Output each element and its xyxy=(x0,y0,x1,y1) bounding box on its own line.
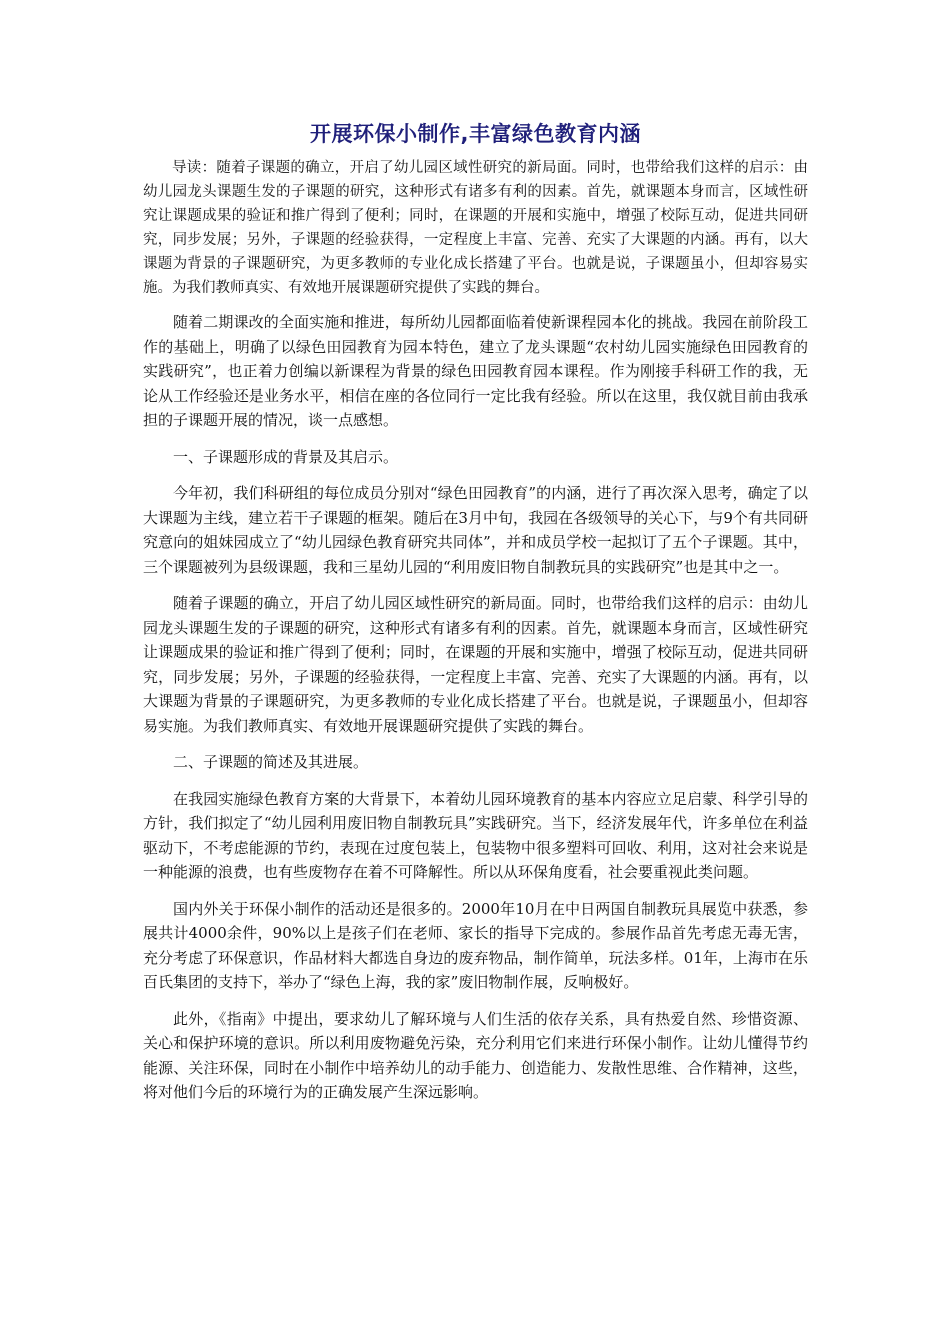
body-paragraph-2: 今年初，我们科研组的每位成员分别对“绿色田园教育”的内涵，进行了再次深入思考，确定了以大课题为主线，建立若干子课题的框架。随后在3月中旬，我园在各级领导的关心下，与9个有共同研究意向的姐妹园成立了“幼儿园绿色教育研究共同体”，并和成员学校一起拟订了五个子课题。其中，三个课题被列为县级课题，我和三星幼儿园的“利用废旧物自制教玩具的实践研究”也是其中之一。 xyxy=(143,484,808,576)
document-title: 开展环保小制作,丰富绿色教育内涵 xyxy=(310,122,641,146)
body-paragraph-6: 此外，《指南》中提出，要求幼儿了解环境与人们生活的依存关系，具有热爱自然、珍惜资源、关心和保护环境的意识。所以利用废物避免污染，充分利用它们来进行环保小制作。让幼儿懂得节约能源、关注环保，同时在小制作中培养幼儿的动手能力、创造能力、发散性思维、合作精神，这些，将对他们今后的环境行为的正确发展产生深远影响。 xyxy=(143,1009,808,1101)
body-paragraph-5: 国内外关于环保小制作的活动还是很多的。2000年10月在中日两国自制教玩具展览中获悉，参展共计4000余件，90%以上是孩子们在老师、家长的指导下完成的。参展作品首先考虑无毒无害，充分考虑了环保意识，作品材料大都选自身边的废弃物品，制作简单，玩法多样。01年，上海市在乐百氏集团的支持下，举办了“绿色上海，我的家”废旧物制作展，反响极好。 xyxy=(143,899,808,991)
section-heading-2: 二、子课题的简述及其进展。 xyxy=(173,753,369,771)
body-paragraph-1: 随着二期课改的全面实施和推进，每所幼儿园都面临着使新课程园本化的挑战。我园在前阶段工作的基础上，明确了以绿色田园教育为园本特色，建立了龙头课题“农村幼儿园实施绿色田园教育的实践研究”，也正着力创编以新课程为背景的绿色田园教育园本课程。作为刚接手科研工作的我，无论从工作经验还是业务水平，相信在座的各位同行一定比我有经验。所以在这里，我仅就目前由我承担的子课题开展的情况，谈一点感想。 xyxy=(143,313,808,429)
document-page xyxy=(143,118,808,1117)
body-paragraph-4: 在我园实施绿色教育方案的大背景下，本着幼儿园环境教育的基本内容应立足启蒙、科学引导的方针，我们拟定了“幼儿园利用废旧物自制教玩具”实践研究。当下，经济发展年代，许多单位在利益驱动下，不考虑能源的节约，表现在过度包装上，包装物中很多塑料可回收、利用，这对社会来说是一种能源的浪费，也有些废物存在着不可降解性。所以从环保角度看，社会要重视此类问题。 xyxy=(143,789,808,881)
body-paragraph-3: 随着子课题的确立，开启了幼儿园区域性研究的新局面。同时，也带给我们这样的启示：由幼儿园龙头课题生发的子课题的研究，这种形式有诸多有利的因素。首先，就课题本身而言，区域性研究让课题成果的验证和推广得到了便利；同时，在课题的开展和实施中，增强了校际互动，促进共同研究，同步发展；另外，子课题的经验获得，一定程度上丰富、完善、充实了大课题的内涵。再有，以大课题为背景的子课题研究，为更多教师的专业化成长搭建了平台。也就是说，子课题虽小，但却容易实施。为我们教师真实、有效地开展课题研究提供了实践的舞台。 xyxy=(143,594,808,735)
lead-paragraph: 导读：随着子课题的确立，开启了幼儿园区域性研究的新局面。同时，也带给我们这样的启示：由幼儿园龙头课题生发的子课题的研究，这种形式有诸多有利的因素。首先，就课题本身而言，区域性研究让课题成果的验证和推广得到了便利；同时，在课题的开展和实施中，增强了校际互动，促进共同研究，同步发展；另外，子课题的经验获得，一定程度上丰富、完善、充实了大课题的内涵。再有，以大课题为背景的子课题研究，为更多教师的专业化成长搭建了平台。也就是说，子课题虽小，但却容易实施。为我们教师真实、有效地开展课题研究提供了实践的舞台。 xyxy=(143,160,808,296)
section-heading-1: 一、子课题形成的背景及其启示。 xyxy=(173,447,399,466)
